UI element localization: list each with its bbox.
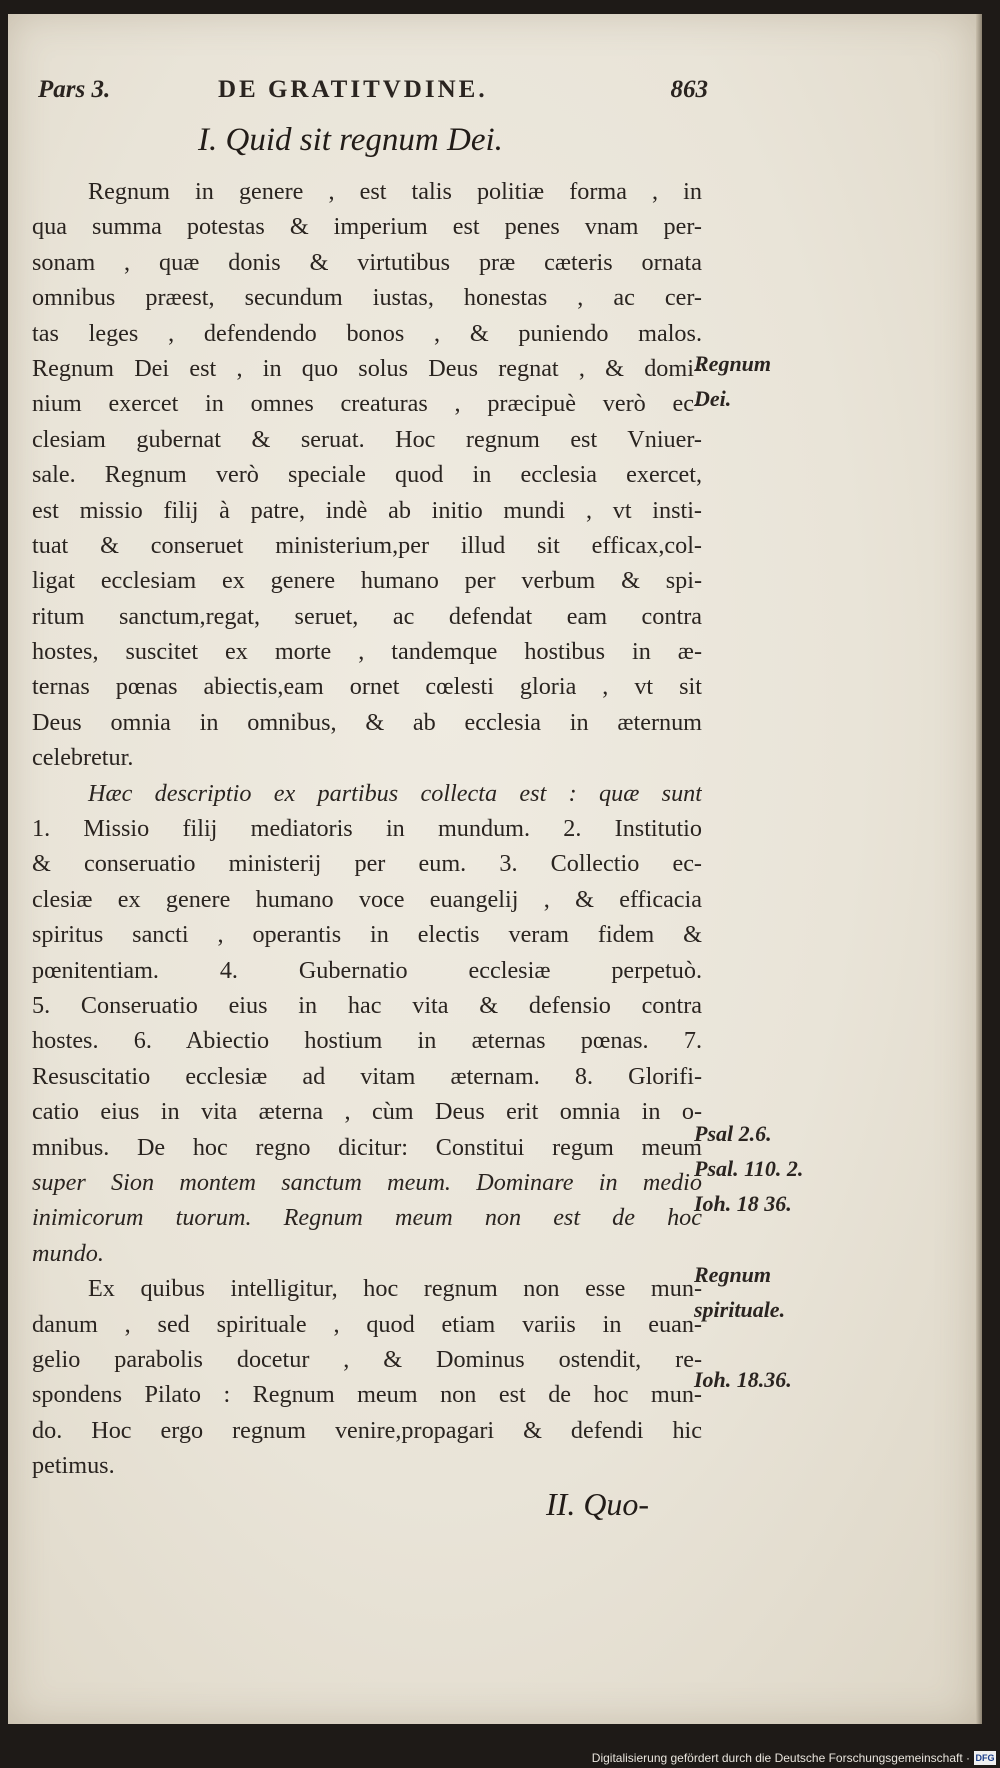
text-line: clesiæ ex genere humano voce euangelij , & efficacia: [32, 885, 702, 913]
text-line: super Sion montem sanctum meum. Dominare in medio: [32, 1168, 702, 1196]
body-text: [32, 174, 702, 1483]
text-line: omnibus præest, secundum iustas, honestas , ac cer-: [32, 284, 702, 312]
catchword: II. Quo-: [546, 1486, 650, 1522]
page-edge: [976, 14, 982, 1724]
running-head-title: DE GRATITVDINE.: [218, 76, 488, 103]
text-line: ternas pœnas abiectis,eam ornet cœlesti gloria , vt sit: [32, 673, 702, 701]
text-line: Resuscitatio ecclesiæ ad vitam æternam. 8. Glorifi-: [32, 1062, 702, 1090]
text-line: 1. Missio filij mediatoris in mundum. 2. Institutio: [32, 815, 702, 843]
text-line: & conseruatio ministerij per eum. 3. Collectio ec-: [32, 850, 702, 878]
text-line: 5. Conseruatio eius in hac vita & defensio contra: [32, 991, 702, 1019]
text-line: Ex quibus intelligitur, hoc regnum non esse mun-: [88, 1275, 702, 1303]
text-line: celebretur.: [32, 744, 134, 772]
text-line: spondens Pilato : Regnum meum non est de hoc mun-: [32, 1381, 702, 1409]
text-line: hostes. 6. Abiectio hostium in æternas pœnas. 7.: [32, 1027, 702, 1055]
running-head: [38, 76, 708, 112]
text-line: gelio parabolis docetur , & Dominus ostendit, re-: [32, 1345, 702, 1373]
text-line: hostes, suscitet ex morte , tandemque hostibus in æ-: [32, 638, 702, 666]
text-line: Hæc descriptio ex partibus collecta est : quæ sunt: [88, 779, 702, 807]
book-page: [8, 14, 976, 1724]
margin-note: Ioh. 18 36.: [694, 1191, 792, 1216]
text-line: tuat & conseruet ministerium,per illud sit efficax,col-: [32, 531, 702, 559]
running-head-part: Pars 3.: [38, 76, 111, 103]
margin-note: spirituale.: [694, 1297, 786, 1322]
margin-note: Psal. 110. 2.: [694, 1156, 804, 1181]
margin-note: Ioh. 18.36.: [694, 1367, 792, 1392]
text-line: mundo.: [32, 1239, 104, 1267]
text-line: petimus.: [32, 1452, 115, 1480]
text-line: do. Hoc ergo regnum venire,propagari & defendi hic: [32, 1416, 702, 1444]
text-line: catio eius in vita æterna , cùm Deus erit omnia in o-: [32, 1098, 702, 1126]
text-line: Regnum in genere , est talis politiæ forma , in: [88, 178, 702, 205]
text-line: ligat ecclesiam ex genere humano per verbum & spi-: [32, 567, 702, 595]
text-line: nium exercet in omnes creaturas , præcipuè verò ec-: [32, 390, 702, 418]
text-line: spiritus sancti , operantis in electis veram fidem &: [32, 921, 702, 949]
text-line: pœnitentiam. 4. Gubernatio ecclesiæ perpetuò.: [32, 956, 702, 984]
text-line: inimicorum tuorum. Regnum meum non est de hoc: [32, 1204, 702, 1232]
page-number: 863: [670, 76, 708, 103]
margin-note: Psal 2.6.: [694, 1121, 772, 1146]
text-line: ritum sanctum,regat, seruet, ac defendat eam contra: [32, 602, 702, 630]
text-line: est missio filij à patre, indè ab initio mundi , vt insti-: [32, 496, 702, 524]
text-line: tas leges , defendendo bonos , & puniendo malos.: [32, 319, 702, 347]
text-line: mnibus. De hoc regno dicitur: Constitui regum meum: [32, 1133, 702, 1161]
dfg-logo-icon: DFG: [975, 1753, 995, 1763]
text-line: danum , sed spirituale , quod etiam variis in euan-: [32, 1310, 702, 1338]
margin-note: Dei.: [694, 386, 732, 411]
text-line: Deus omnia in omnibus, & ab ecclesia in æternum: [32, 708, 702, 736]
text-line: sonam , quæ donis & virtutibus præ cæteris ornata: [32, 248, 702, 276]
section-heading: I. Quid sit regnum Dei.: [198, 122, 503, 158]
text-line: qua summa potestas & imperium est penes vnam per-: [32, 213, 702, 241]
text-line: clesiam gubernat & seruat. Hoc regnum est Vniuer-: [32, 425, 702, 453]
digitization-credit: Digitalisierung gefördert durch die Deutsche Forschungsgemeinschaft ·: [591, 1751, 970, 1765]
text-line: sale. Regnum verò speciale quod in ecclesia exercet,: [32, 461, 702, 489]
margin-note: Regnum: [694, 351, 772, 376]
text-line: Regnum Dei est , in quo solus Deus regnat , & domi-: [32, 354, 702, 382]
margin-note: Regnum: [694, 1262, 772, 1287]
footer-bar: [0, 1746, 1000, 1768]
